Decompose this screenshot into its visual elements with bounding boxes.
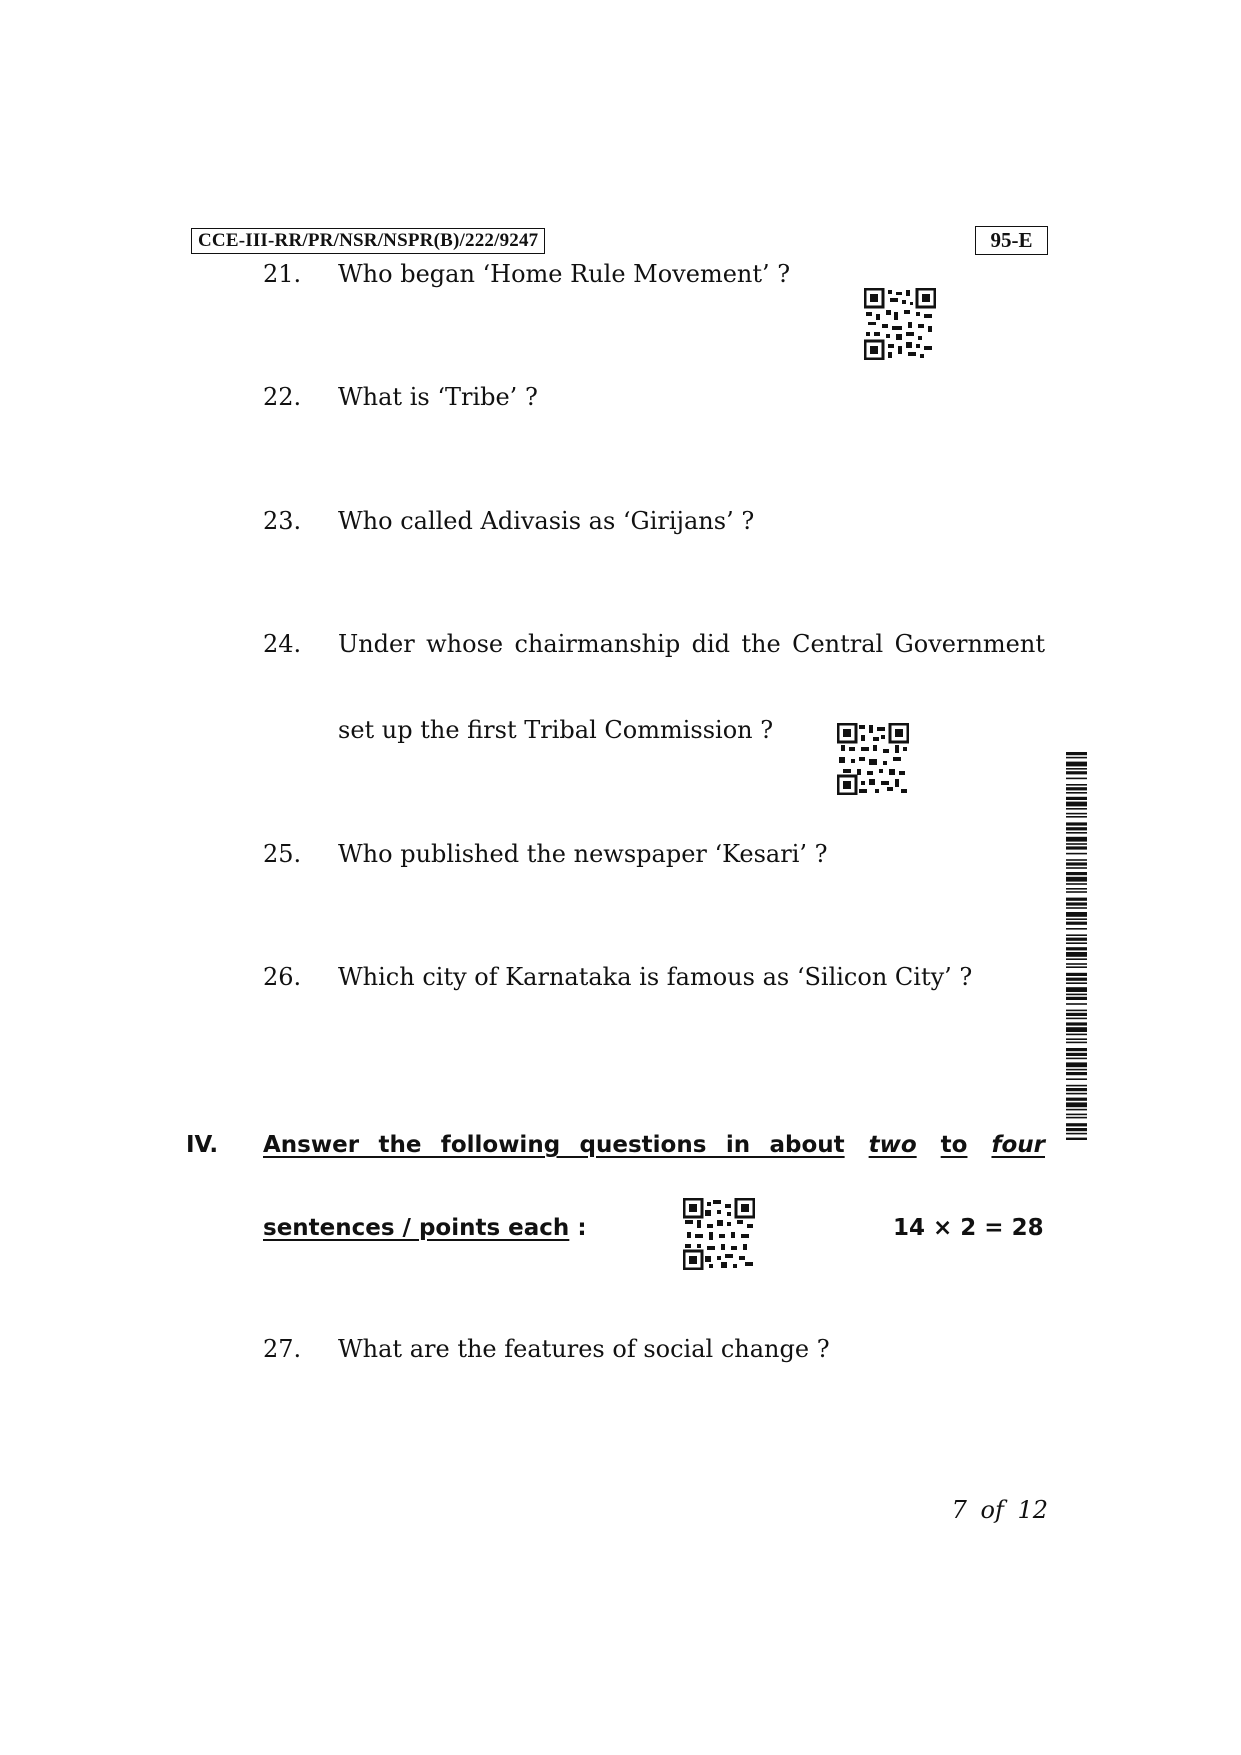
- question-number: 25.: [263, 840, 302, 868]
- question-text: Which city of Karnataka is famous as ‘Silicon City’ ?: [338, 963, 973, 991]
- section-instruction-line2: [263, 1215, 587, 1241]
- instruction-two: two: [868, 1132, 917, 1158]
- instruction-main: Answer the following questions in about: [263, 1132, 845, 1158]
- instruction-colon: :: [577, 1215, 587, 1241]
- question-text: What is ‘Tribe’ ?: [338, 383, 538, 411]
- question-text: Who published the newspaper ‘Kesari’ ?: [338, 840, 828, 868]
- paper-code: 95-E: [975, 226, 1048, 255]
- question-text: Under whose chairmanship did the Central Government: [338, 630, 1045, 658]
- section-number: IV.: [186, 1132, 219, 1158]
- qr-code-icon: [864, 288, 936, 360]
- barcode-icon: [1066, 752, 1087, 1140]
- question-number: 27.: [263, 1335, 302, 1363]
- question-number: 26.: [263, 963, 302, 991]
- section-instruction: [263, 1132, 1045, 1158]
- qr-code-icon: [683, 1198, 755, 1270]
- question-text: What are the features of social change ?: [338, 1335, 830, 1363]
- marks-allocation: 14 × 2 = 28: [893, 1215, 1044, 1241]
- question-number: 21.: [263, 260, 302, 288]
- question-number: 23.: [263, 507, 302, 535]
- question-text: Who called Adivasis as ‘Girijans’ ?: [338, 507, 755, 535]
- question-number: 24.: [263, 630, 302, 658]
- instruction-line2: sentences / points each: [263, 1215, 570, 1241]
- exam-code: CCE-III-RR/PR/NSR/NSPR(B)/222/9247: [191, 228, 545, 254]
- instruction-to: to: [940, 1132, 968, 1158]
- question-number: 22.: [263, 383, 302, 411]
- question-text: Who began ‘Home Rule Movement’ ?: [338, 260, 791, 288]
- instruction-four: four: [991, 1132, 1045, 1158]
- question-text-continued: set up the first Tribal Commission ?: [338, 716, 774, 744]
- qr-code-icon: [837, 723, 909, 795]
- page-number: 7 of 12: [951, 1496, 1048, 1524]
